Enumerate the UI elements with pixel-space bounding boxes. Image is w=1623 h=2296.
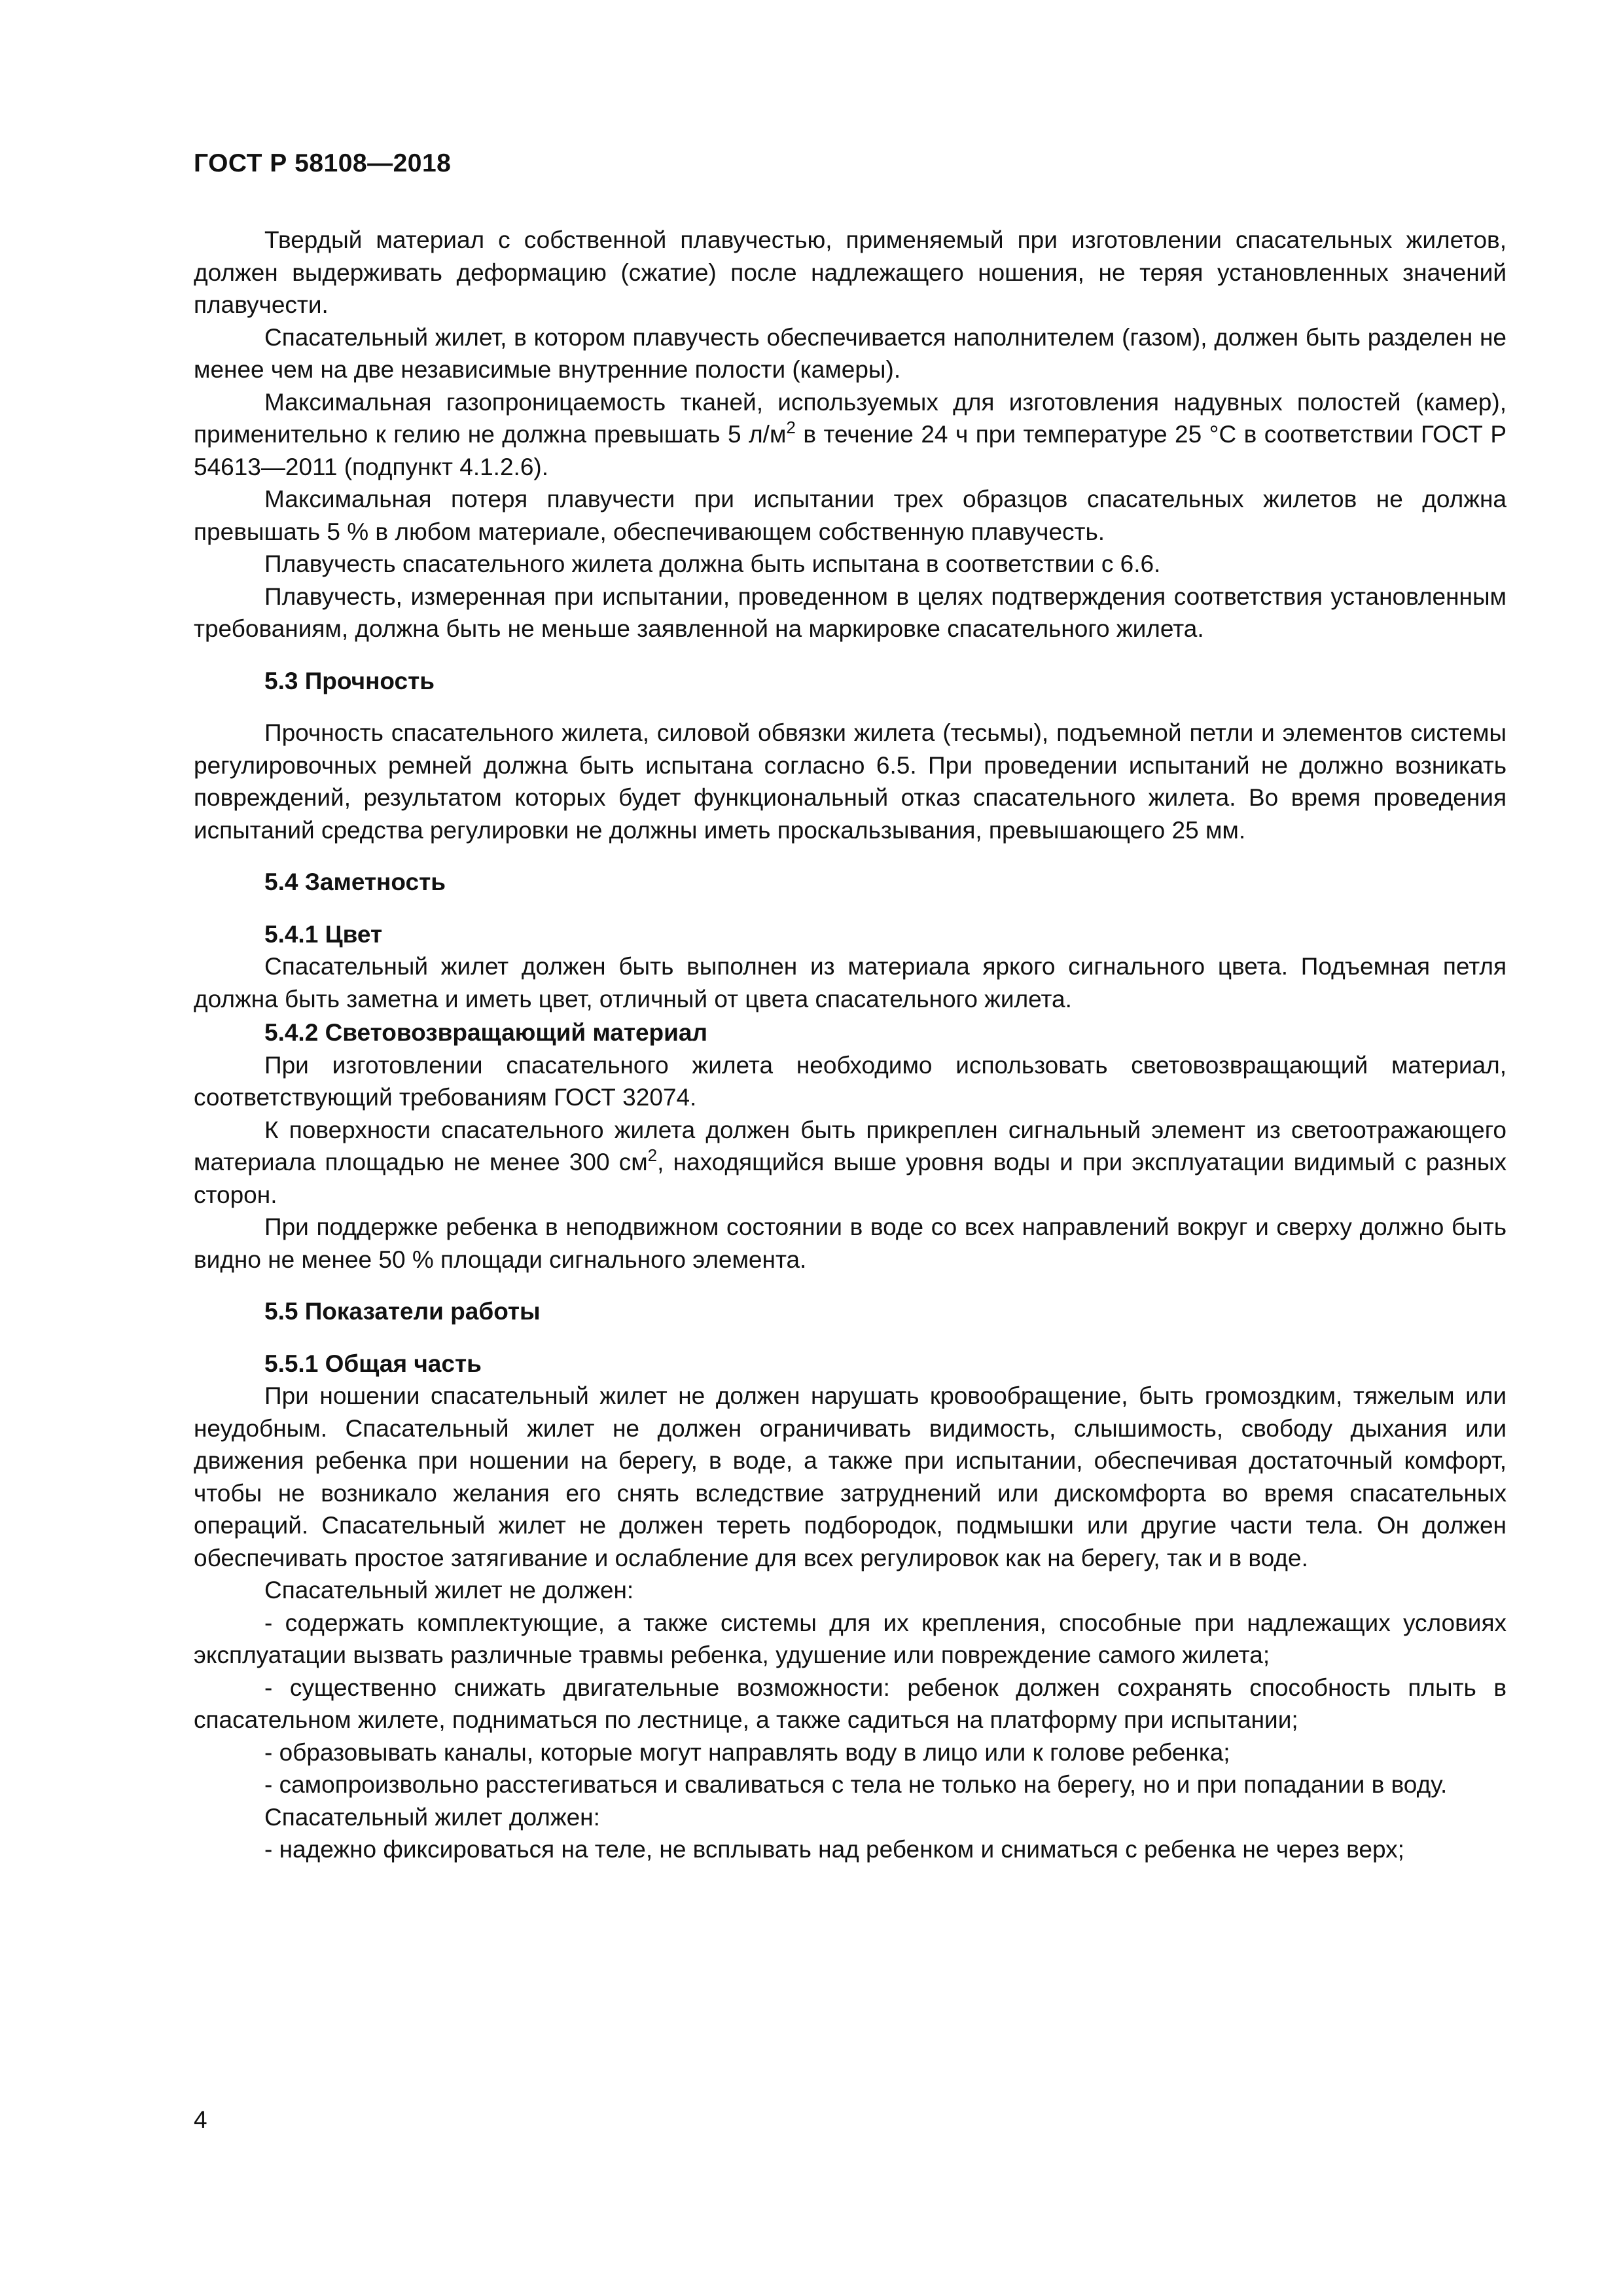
paragraph-general: При ношении спасательный жилет не должен нарушать кровообращение, быть громоздким, тяжелым или неудобным. Спасательный жилет не должен ограничивать видимость, слышимость, свободу дыхания или движения ребенка при ношении на берегу, в воде, а также при испытании, обеспечивая достаточный комфорт, чтобы не возникало желания его снять вследствие затруднений или дискомфорта во время спасательных операций. Спасательный жилет не должен тереть подбородок, подмышки или другие части тела. Он должен обеспечивать простое затягивание и ослабление для всех регулировок как на берегу, так и в воде. bbox=[194, 1382, 1507, 1571]
paragraph-must-not: Спасательный жилет не должен: bbox=[264, 1577, 634, 1604]
paragraph-signal-element-text-b: , находящийся выше уровня воды и при эксплуатации видимый с разных сторон. bbox=[194, 1149, 1507, 1208]
paragraph-strength: Прочность спасательного жилета, силовой обвязки жилета (тесьмы), подъемной петли и элементов системы регулировочных ремней должна быть испытана согласно 6.5. При проведении испытаний не должно возникать повреждений, результатом которых будет функциональный отказ спасательного жилета. Во время проведения испытаний средства регулировки не должны иметь проскальзывания, превышающего 25 мм. bbox=[194, 719, 1507, 844]
paragraph-buoyancy-test: Плавучесть спасательного жилета должна быть испытана в соответствии с 6.6. bbox=[264, 550, 1161, 577]
paragraph-chambers: Спасательный жилет, в котором плавучесть обеспечивается наполнителем (газом), должен быть разделен не менее чем на две независимые внутренние полости (камеры). bbox=[194, 323, 1507, 383]
paragraph-signal-element bbox=[194, 1114, 1507, 1211]
paragraph-color: Спасательный жилет должен быть выполнен из материала яркого сигнального цвета. Подъемная петля должна быть заметна и иметь цвет, отличный от цвета спасательного жилета. bbox=[194, 953, 1507, 1013]
list-item: - надежно фиксироваться на теле, не всплывать над ребенком и сниматься с ребенка не через верх; bbox=[264, 1836, 1404, 1863]
paragraph-signal-element-text-a: К поверхности спасательного жилета должен быть прикреплен сигнальный элемент из светоотражающего материала площадью не менее 300 см bbox=[194, 1116, 1507, 1175]
document-header: ГОСТ Р 58108—2018 bbox=[194, 149, 452, 177]
paragraph-gas-permeability-text-b: в течение 24 ч при температуре 25 °С в соответствии ГОСТ Р 54613—2011 (подпункт 4.1.2.6). bbox=[194, 421, 1507, 480]
list-item: - образовывать каналы, которые могут направлять воду в лицо или к голове ребенка; bbox=[264, 1738, 1230, 1766]
list-item: - самопроизвольно расстегиваться и сваливаться с тела не только на берегу, но и при попадании в воду. bbox=[264, 1771, 1448, 1798]
paragraph-retroreflective: При изготовлении спасательного жилета необходимо использовать световозвращающий материал, соответствующий требованиям ГОСТ 32074. bbox=[194, 1051, 1507, 1111]
document-body bbox=[194, 224, 1507, 1866]
list-item: - содержать комплектующие, а также системы для их крепления, способные при надлежащих условиях эксплуатации вызвать различные травмы ребенка, удушение или повреждение самого жилета; bbox=[194, 1609, 1507, 1668]
paragraph-solid-material: Твердый материал с собственной плавучестью, применяемый при изготовлении спасательных жилетов, должен выдерживать деформацию (сжатие) после надлежащего ношения, не теряя установленных значений плавучести. bbox=[194, 226, 1507, 318]
paragraph-gas-permeability bbox=[194, 386, 1507, 484]
section-heading-5-3: 5.3 Прочность bbox=[264, 667, 435, 694]
subsection-heading-5-4-1: 5.4.1 Цвет bbox=[264, 920, 383, 948]
paragraph-gas-permeability-text-a: Максимальная газопроницаемость тканей, используемых для изготовления надувных полостей (камер), применительно к гелию не должна превышать 5 л/м bbox=[194, 388, 1507, 448]
paragraph-buoyancy-loss: Максимальная потеря плавучести при испытании трех образцов спасательных жилетов не должна превышать 5 % в любом материале, обеспечивающем собственную плавучесть. bbox=[194, 486, 1507, 545]
subsection-heading-5-5-1: 5.5.1 Общая часть bbox=[264, 1350, 482, 1377]
section-heading-5-5: 5.5 Показатели работы bbox=[264, 1298, 541, 1325]
page-number: 4 bbox=[194, 2106, 207, 2133]
superscript-2: 2 bbox=[786, 418, 796, 437]
subsection-heading-5-4-2: 5.4.2 Световозвращающий материал bbox=[264, 1019, 707, 1046]
superscript-2: 2 bbox=[647, 1145, 658, 1165]
paragraph-buoyancy-measured: Плавучесть, измеренная при испытании, проведенном в целях подтверждения соответствия установленным требованиям, должна быть не меньше заявленной на маркировке спасательного жилета. bbox=[194, 583, 1507, 642]
section-heading-5-4: 5.4 Заметность bbox=[264, 869, 446, 895]
list-item: - существенно снижать двигательные возможности: ребенок должен сохранять способность плыть в спасательном жилете, подниматься по лестнице, а также садиться на платформу при испытании; bbox=[194, 1674, 1507, 1733]
paragraph-visibility-area: При поддержке ребенка в неподвижном состоянии в воде со всех направлений вокруг и сверху должно быть видно не менее 50 % площади сигнального элемента. bbox=[194, 1213, 1507, 1273]
paragraph-must: Спасательный жилет должен: bbox=[264, 1803, 600, 1831]
